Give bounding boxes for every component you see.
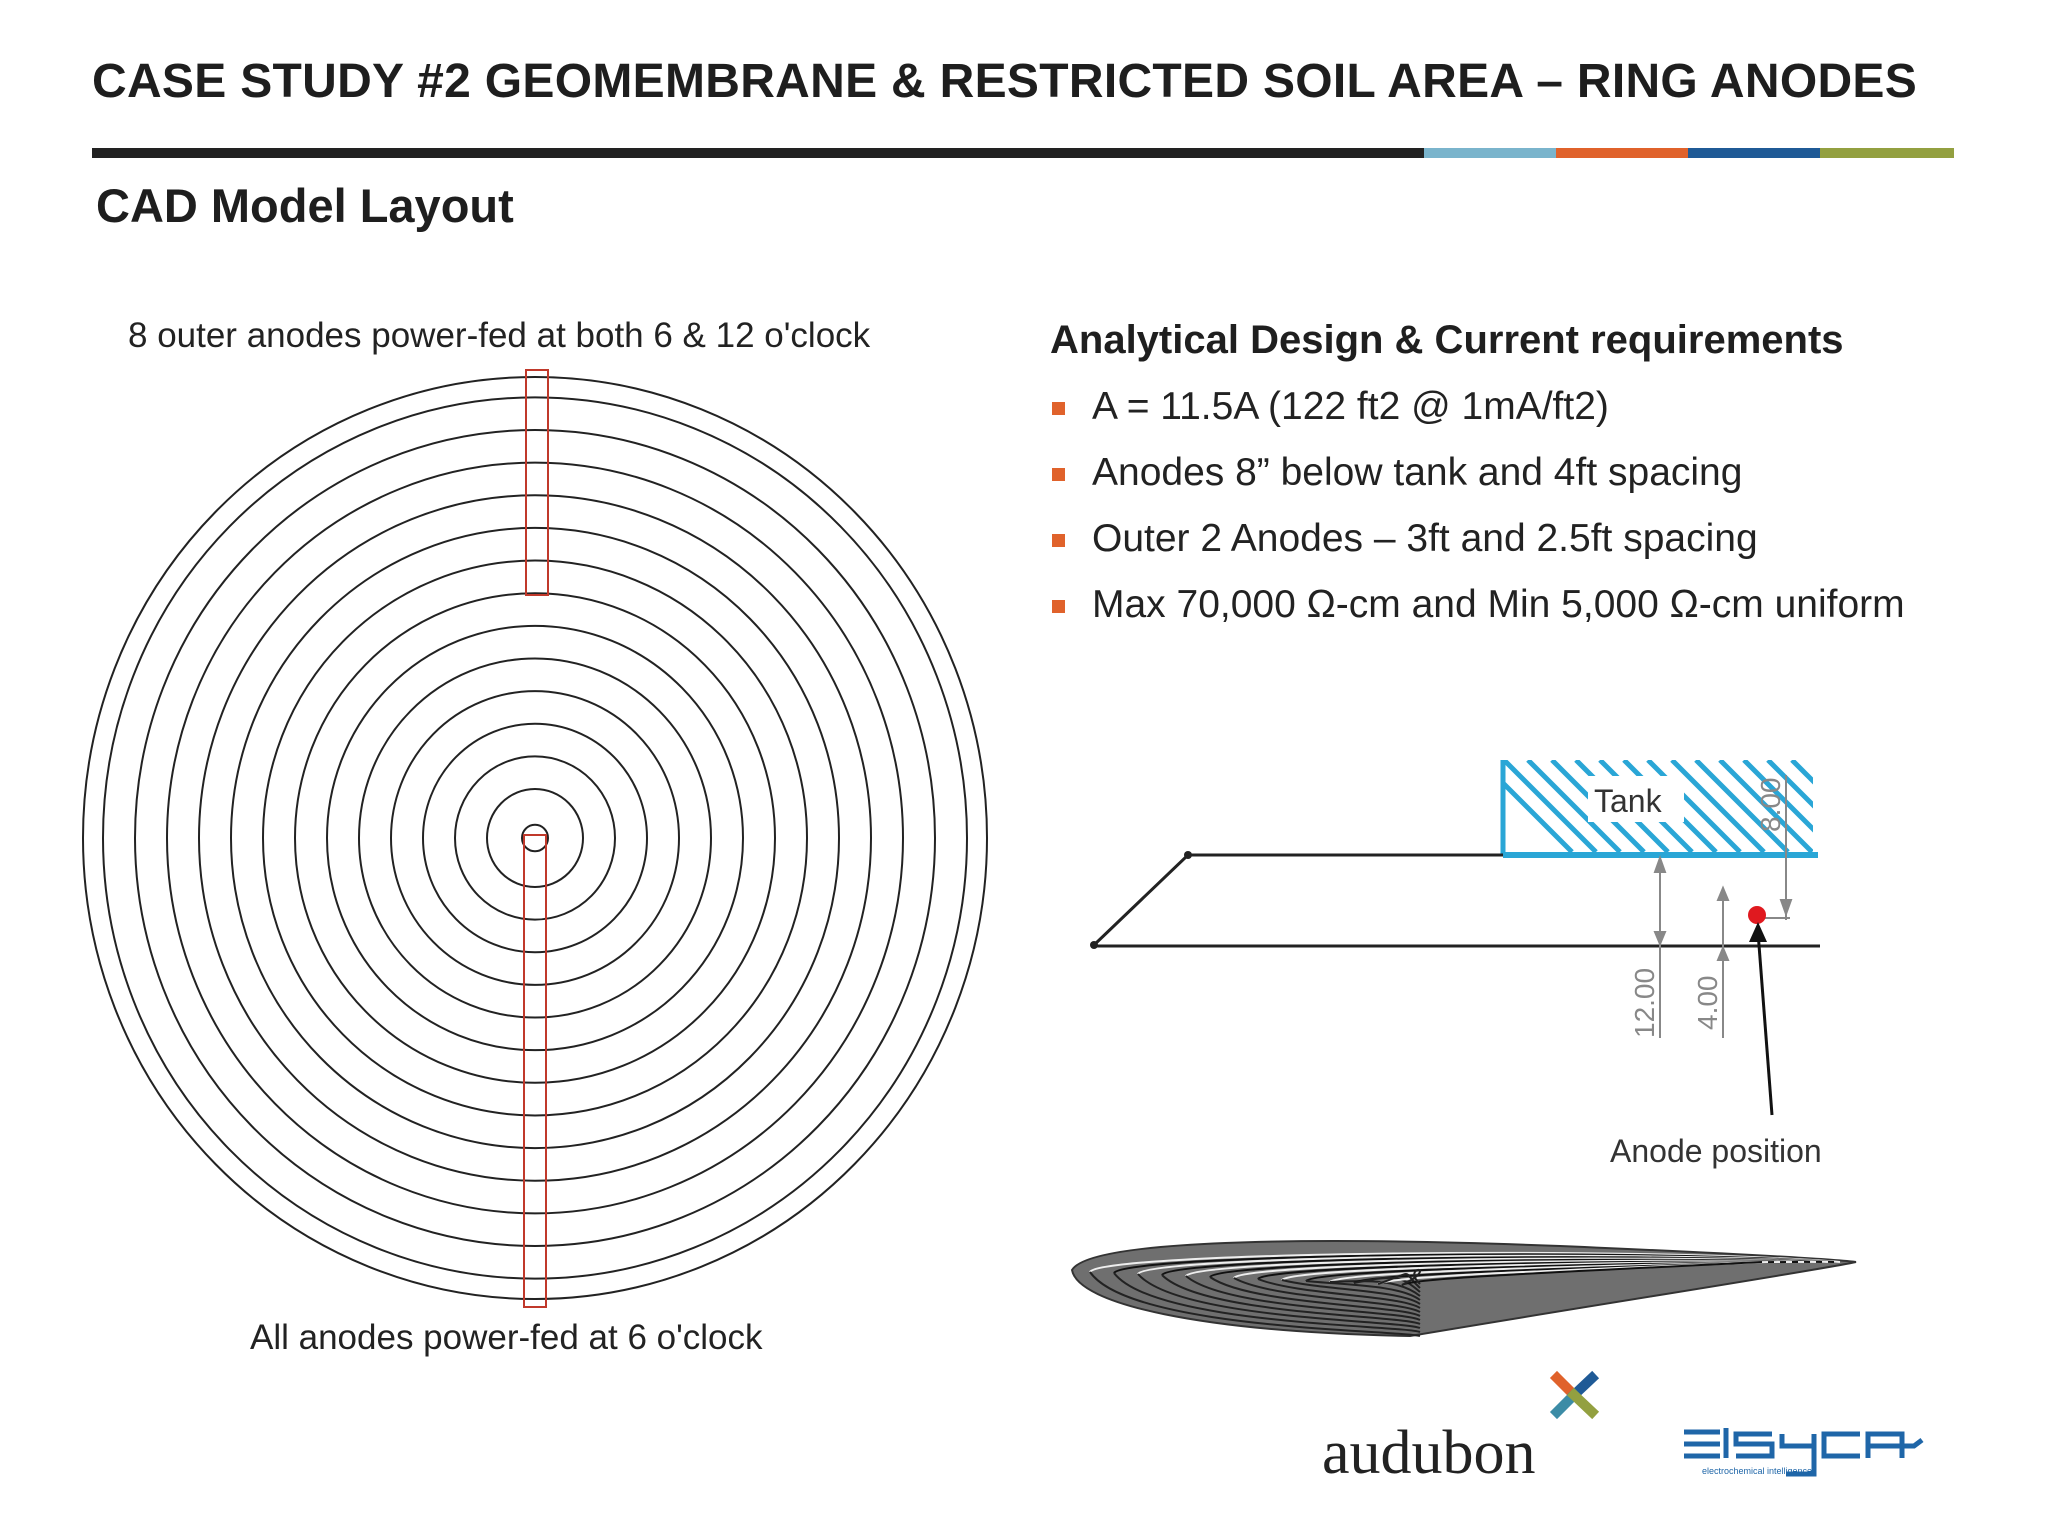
svg-text:electrochemical intelligence: electrochemical intelligence xyxy=(1702,1466,1813,1476)
slide-title: CASE STUDY #2 GEOMEMBRANE & RESTRICTED SOIL AREA – RING ANODES xyxy=(92,55,1918,108)
list-item: Outer 2 Anodes – 3ft and 2.5ft spacing xyxy=(1050,512,1950,566)
dim-label-tank: 8.00 xyxy=(1755,777,1786,832)
list-item: Max 70,000 Ω-cm and Min 5,000 Ω-cm uniform xyxy=(1050,578,1950,632)
list-item: A = 11.5A (122 ft2 @ 1mA/ft2) xyxy=(1050,380,1950,434)
dim-label-a: 12.00 xyxy=(1629,967,1660,1038)
requirements-heading: Analytical Design & Current requirements xyxy=(1050,318,1844,362)
elsyca-logo-icon xyxy=(1684,1428,1922,1476)
anode-position-caption: Anode position xyxy=(1610,1133,1822,1169)
top-caption: 8 outer anodes power-fed at both 6 & 12 o'clock xyxy=(128,316,871,355)
dim-label-b: 4.00 xyxy=(1692,975,1723,1030)
slide-subtitle: CAD Model Layout xyxy=(96,179,514,232)
audubon-logo-text: audubon xyxy=(1322,1419,1536,1487)
audubon-cross-icon xyxy=(1557,1378,1592,1412)
tank-label: Tank xyxy=(1594,783,1662,819)
bottom-caption: All anodes power-fed at 6 o'clock xyxy=(250,1318,763,1357)
list-item: Anodes 8” below tank and 4ft spacing xyxy=(1050,446,1950,500)
